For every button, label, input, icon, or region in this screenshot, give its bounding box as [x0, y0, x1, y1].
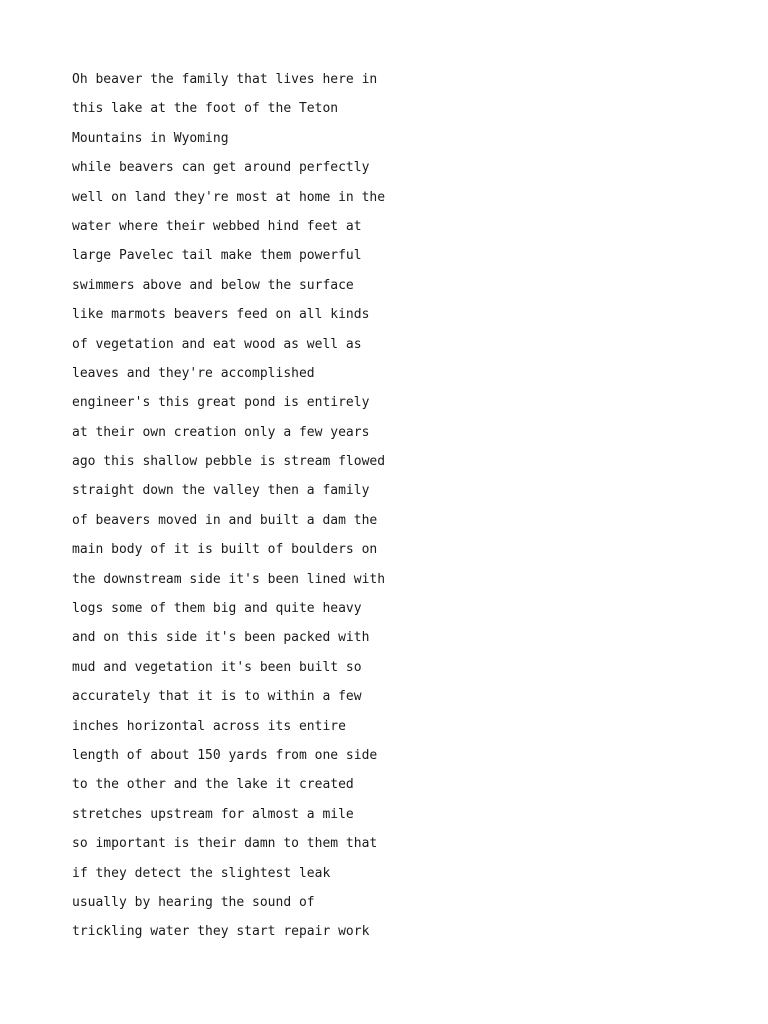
text-line: so important is their damn to them that: [72, 836, 378, 852]
text-line: water where their webbed hind feet at: [72, 218, 362, 234]
document-page: [72, 65, 752, 947]
text-line: the downstream side it's been lined with: [72, 571, 386, 587]
text-line: of beavers moved in and built a dam the: [72, 512, 378, 528]
text-line: Mountains in Wyoming: [72, 130, 229, 146]
text-line: of vegetation and eat wood as well as: [72, 336, 362, 352]
text-line: mud and vegetation it's been built so: [72, 659, 362, 675]
text-line: well on land they're most at home in the: [72, 189, 386, 205]
text-line: straight down the valley then a family: [72, 483, 370, 499]
text-line: to the other and the lake it created: [72, 777, 354, 793]
text-line: if they detect the slightest leak: [72, 865, 331, 881]
text-line: this lake at the foot of the Teton: [72, 101, 339, 117]
text-line: leaves and they're accomplished: [72, 365, 315, 381]
text-line: and on this side it's been packed with: [72, 630, 370, 646]
text-line: engineer's this great pond is entirely: [72, 395, 370, 411]
text-line: large Pavelec tail make them powerful: [72, 248, 362, 264]
text-line: swimmers above and below the surface: [72, 277, 354, 293]
text-line: Oh beaver the family that lives here in: [72, 72, 378, 87]
text-line: stretches upstream for almost a mile: [72, 806, 354, 822]
text-line: usually by hearing the sound of: [72, 894, 315, 910]
text-line: length of about 150 yards from one side: [72, 747, 378, 763]
text-line: trickling water they start repair work: [72, 924, 370, 940]
text-line: accurately that it is to within a few: [72, 689, 362, 705]
text-line: main body of it is built of boulders on: [72, 542, 378, 558]
text-line: ago this shallow pebble is stream flowed: [72, 454, 386, 470]
text-line: logs some of them big and quite heavy: [72, 601, 362, 617]
text-line: while beavers can get around perfectly: [72, 160, 370, 176]
text-line: inches horizontal across its entire: [72, 718, 346, 734]
text-line: like marmots beavers feed on all kinds: [72, 307, 370, 323]
text-line: at their own creation only a few years: [72, 424, 370, 440]
